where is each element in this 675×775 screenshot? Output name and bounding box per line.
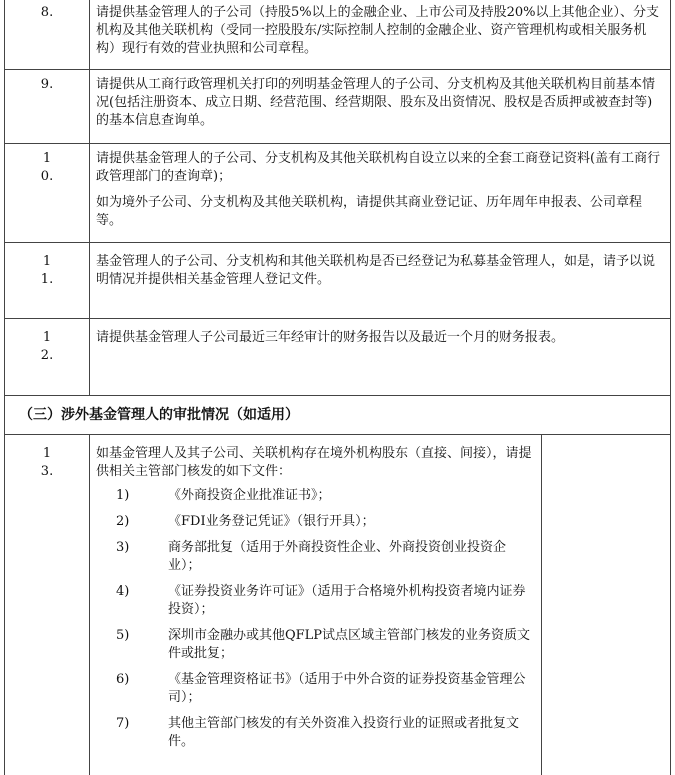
row-text: 如为境外子公司、分支机构及其他关联机构，请提供其商业登记证、历年周年申报表、公司章程等。: [96, 195, 643, 228]
row-number-text: 2.: [40, 348, 54, 363]
row-text: 请提供基金管理人的子公司、分支机构及其他关联机构自设立以来的全套工商登记资料(盖有工商行政管理部门的查询章)；: [96, 151, 661, 184]
row-content: [90, 243, 670, 289]
table-row: [4, 0, 671, 70]
list-item-text: 《FDI业务登记凭证》（银行开具）；: [168, 514, 375, 529]
document-table: [4, 0, 671, 775]
row-number: [5, 319, 90, 395]
row-content: [90, 144, 670, 230]
list-item-index: 4): [116, 584, 130, 599]
row-number-text: 1: [42, 330, 52, 345]
row-content: [90, 70, 670, 130]
list-item-text: 《证券投资业务许可证》（适用于合格境外机构投资者境内证券投资）；: [168, 584, 526, 617]
row-number: [5, 144, 90, 242]
list-item-text: 深圳市金融办或其他QFLP试点区域主管部门核发的业务资质文件或批复；: [168, 628, 531, 661]
section-heading: （三）涉外基金管理人的审批情况（如适用）: [4, 396, 671, 435]
list-item: [116, 671, 534, 707]
row-number-text: 1: [42, 151, 52, 166]
list-item-text: 《基金管理资格证书》（适用于中外合资的证券投资基金管理公司）；: [168, 672, 526, 705]
list-item-text: 《外商投资企业批准证书》；: [168, 488, 331, 503]
table-row: [4, 435, 671, 775]
empty-cell: [541, 435, 542, 775]
list-item: [116, 583, 534, 619]
row-number-text: 9.: [40, 77, 54, 92]
row-text: 请提供从工商行政管理机关打印的列明基金管理人的子公司、分支机构及其他关联机构目前基本情况(包括注册资本、成立日期、经营范围、经营期限、股东及出资情况、股权是否质押或被查封等)的基本信息查询单。: [96, 77, 656, 128]
row-text: 请提供基金管理人的子公司（持股5%以上的金融企业、上市公司及持股20%以上其他企业）、分支机构及其他关联机构（受同一控股股东/实际控制人控制的金融企业、资产管理机构或相关服务机构）现行有效的营业执照和公司章程。: [96, 5, 660, 56]
list-item: [116, 487, 534, 505]
list-item-index: 2): [116, 514, 130, 529]
list-item: [116, 627, 534, 663]
list-item-text: 商务部批复（适用于外商投资性企业、外商投资创业投资企业）；: [168, 540, 507, 573]
row-number-text: 1: [42, 254, 52, 269]
row-number-text: 1.: [40, 272, 54, 287]
list-item-index: 5): [116, 628, 130, 643]
list-item: [116, 539, 534, 575]
row-number-text: 3.: [40, 464, 54, 479]
list-item: [116, 715, 534, 751]
row-text: 基金管理人的子公司、分支机构和其他关联机构是否已经登记为私募基金管理人，如是，请予以说明情况并提供相关基金管理人登记文件。: [96, 254, 656, 287]
list-item-index: 1): [116, 488, 130, 503]
row-number: [5, 435, 90, 775]
list-item-index: 3): [116, 540, 130, 555]
row-number-text: 1: [42, 446, 52, 461]
row-content: [90, 435, 540, 751]
row-number: [5, 0, 90, 69]
row-content: [90, 319, 670, 347]
table-row: [4, 70, 671, 144]
table-row: [4, 243, 671, 319]
list-item-text: 其他主管部门核发的有关外资准入投资行业的证照或者批复文件。: [168, 716, 520, 749]
row-number: [5, 70, 90, 143]
list-item-index: 7): [116, 716, 130, 731]
row-text: 如基金管理人及其子公司、关联机构存在境外机构股东（直接、间接），请提供相关主管部门核发的如下文件：: [96, 446, 532, 479]
list-item-index: 6): [116, 672, 130, 687]
table-row: [4, 319, 671, 396]
row-number-text: 8.: [40, 5, 54, 20]
row-text: 请提供基金管理人子公司最近三年经审计的财务报告以及最近一个月的财务报表。: [96, 330, 565, 345]
row-content: [90, 0, 670, 58]
row-number: [5, 243, 90, 318]
table-row: [4, 144, 671, 243]
list-item: [116, 513, 534, 531]
row-number-text: 0.: [40, 169, 54, 184]
